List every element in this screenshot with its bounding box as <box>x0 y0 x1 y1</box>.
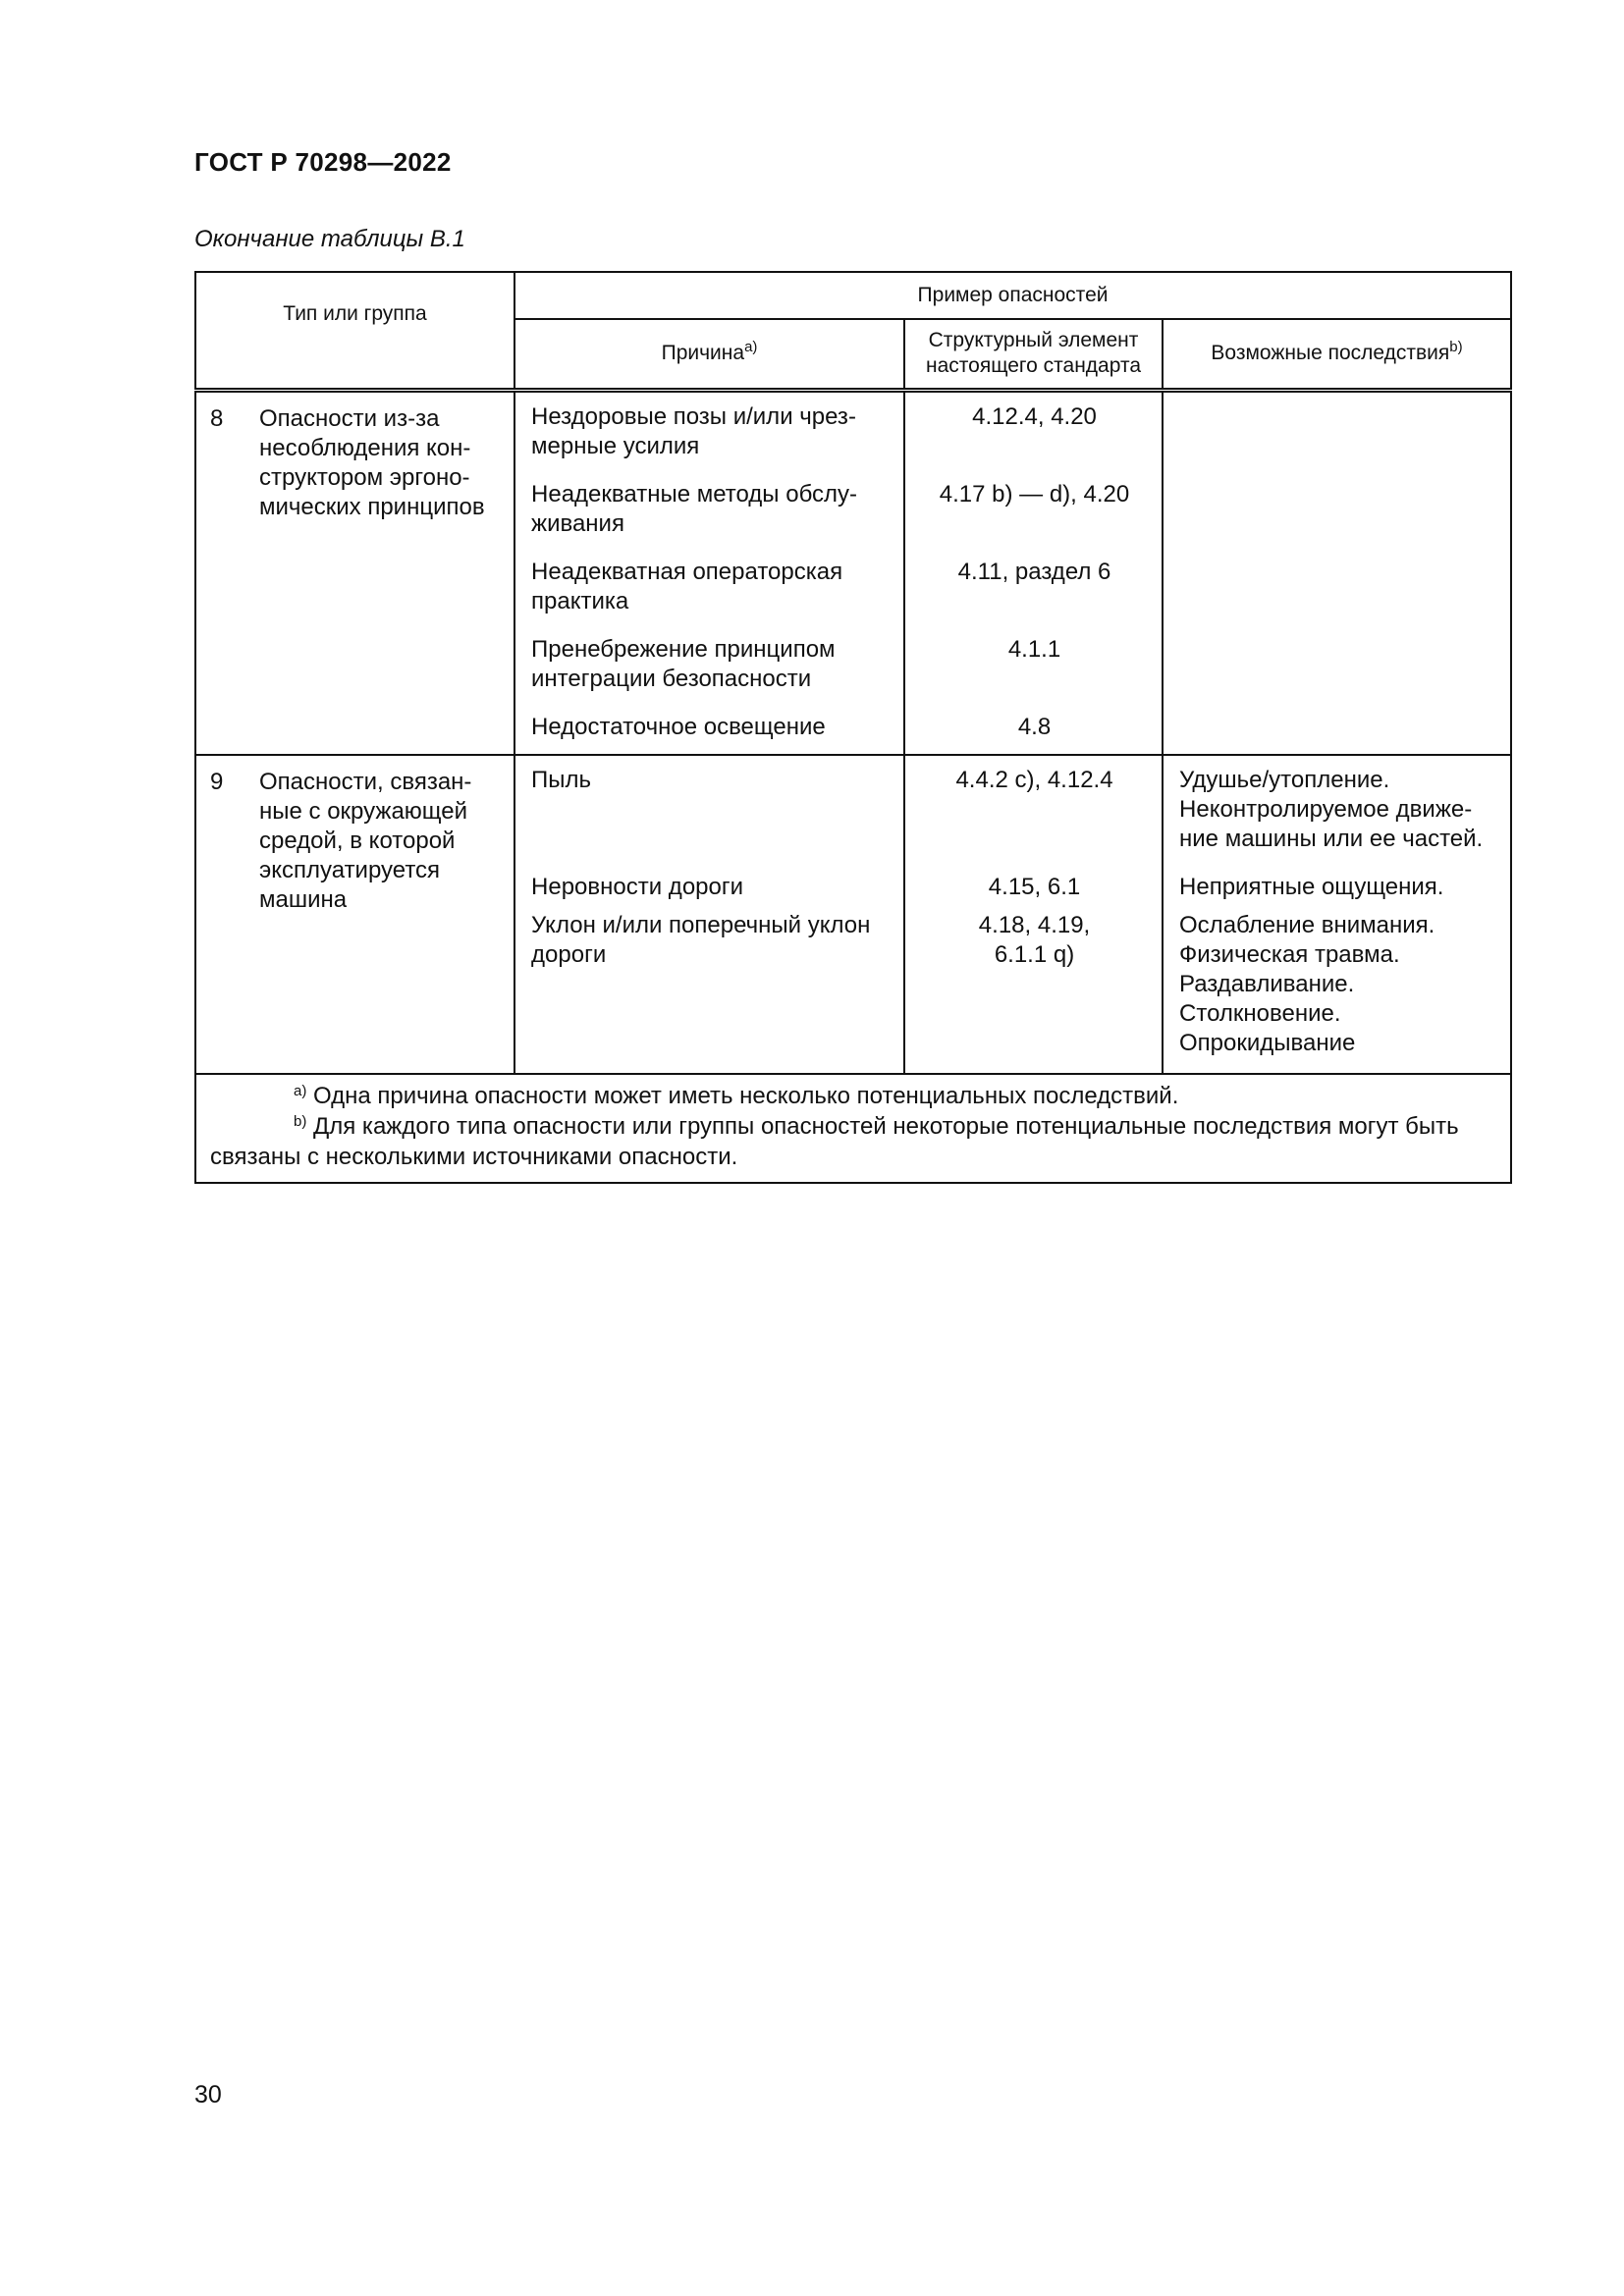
structural-element: 4.8 <box>1017 713 1052 740</box>
standard-number: ГОСТ Р 70298—2022 <box>194 147 452 177</box>
elements-cell <box>904 755 1163 1074</box>
elements-cell <box>904 390 1163 755</box>
header-hazard-example: Пример опасностей <box>514 272 1511 319</box>
consequences-cell <box>1163 390 1511 755</box>
structural-element: 4.12.4, 4.20 <box>972 402 1097 430</box>
structural-element: 4.18, 4.19, 6.1.1 q) <box>978 912 1091 968</box>
consequences-cell <box>1163 755 1511 1074</box>
header-type-group: Тип или группа <box>195 272 514 390</box>
structural-element: 4.4.2 c), 4.12.4 <box>955 767 1113 793</box>
structural-element: 4.15, 6.1 <box>988 874 1081 900</box>
hazards-table <box>194 271 1512 1184</box>
table-row-9 <box>195 755 1511 1074</box>
cause-item: Неадекватная операторская практика <box>531 558 843 614</box>
header-cause: Причина$^{a)}$ <box>514 319 904 390</box>
row-number: 8 <box>195 390 259 755</box>
hazard-type: Опасности из-за несоблюдения кон- структором эргоно- мических принципов <box>259 390 514 755</box>
causes-cell <box>514 755 904 1074</box>
footnote-b: $^{b)}$ Для каждого типа опасности или группы опасностей некоторые потенциальные последствия могут быть связаны с несколькими источниками опасности. <box>210 1113 1459 1170</box>
header-structural-element: Структурный элемент настоящего стандарта <box>904 319 1163 390</box>
page-number: 30 <box>194 2081 222 2109</box>
cause-item: Неровности дороги <box>531 874 744 900</box>
footnotes-row <box>195 1074 1511 1183</box>
footnote-a: $^{a)}$ Одна причина опасности может иметь несколько потенциальных последствий. <box>294 1083 1179 1109</box>
cause-item: Пренебрежение принципом интеграции безопасности <box>531 635 836 692</box>
table-row-8 <box>195 390 1511 755</box>
cause-item: Неадекватные методы обслу- живания <box>531 480 858 537</box>
cause-item: Пыль <box>531 767 592 793</box>
structural-element: 4.1.1 <box>1007 635 1061 663</box>
footnotes-cell <box>195 1074 1511 1183</box>
cause-item: Недостаточное освещение <box>531 713 826 740</box>
causes-cell <box>514 390 904 755</box>
structural-element: 4.11, раздел 6 <box>957 558 1111 585</box>
consequence-item: Неприятные ощущения. <box>1179 874 1444 900</box>
cause-item: Нездоровые позы и/или чрез- мерные усилия <box>531 402 856 459</box>
header-row-1 <box>195 272 1511 319</box>
consequence-item: Удушье/утопление. Неконтролируемое движе- ние машины или ее частей. <box>1179 767 1484 852</box>
cause-item: Уклон и/или поперечный уклон дороги <box>531 912 871 968</box>
table-caption: Окончание таблицы В.1 <box>194 226 465 252</box>
row-number: 9 <box>195 755 259 1074</box>
footnote-ref-a: a) <box>744 339 758 356</box>
header-consequences: Возможные последствия$^{b)}$ <box>1163 319 1511 390</box>
hazard-type: Опасности, связан- ные с окружающей средой, в которой эксплуатируется машина <box>259 755 514 1074</box>
structural-element: 4.17 b) — d), 4.20 <box>939 480 1130 507</box>
consequence-item: Ослабление внимания. Физическая травма. Раздавливание. Столкновение. Опрокидывание <box>1179 912 1435 1056</box>
footnote-ref-b: b) <box>1449 339 1463 356</box>
